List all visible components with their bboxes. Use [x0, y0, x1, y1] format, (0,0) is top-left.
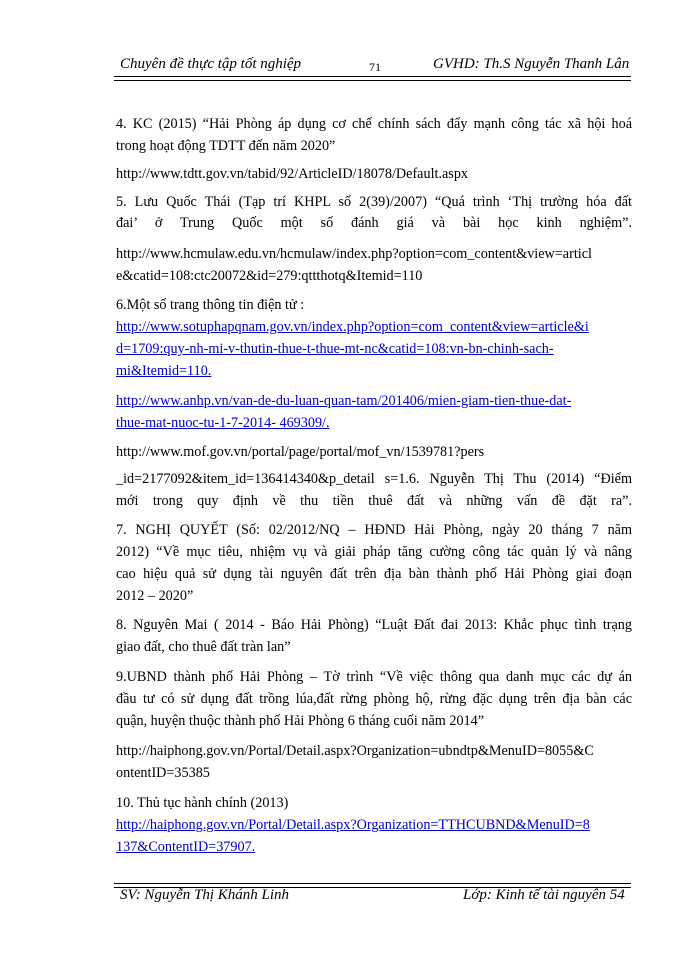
reference-line: đai’ ở Trung Quốc một số đánh giá và bài học kinh nghiệm”.: [116, 215, 632, 231]
reference-line: cao hiệu quả sử dụng tài nguyên đất trên địa bàn thành phố Hải Phòng giai đoạn: [116, 566, 632, 582]
reference-link-line[interactable]: 137&ContentID=37907.: [116, 839, 256, 855]
reference-line: _id=2177092&item_id=136414340&p_detail s=1.6. Nguyễn Thị Thu (2014) “Điểm: [116, 471, 632, 487]
reference-link-line[interactable]: http://www.sotuphapqnam.gov.vn/index.php?option=com_content&view=article&i: [116, 319, 589, 335]
reference-line: 4. KC (2015) “Hải Phòng áp dụng cơ chế chính sách đẩy mạnh công tác xã hội hoá: [116, 116, 632, 132]
reference-line: 6.Một số trang thông tin điện tử :: [116, 297, 305, 313]
reference-line: 10. Thủ tục hành chính (2013): [116, 795, 289, 811]
reference-line: trong hoạt động TDTT đến năm 2020”: [116, 138, 336, 154]
reference-link-line[interactable]: http://www.anhp.vn/van-de-du-luan-quan-tam/201406/mien-giam-tien-thue-dat-: [116, 393, 572, 409]
reference-line: giao đất, cho thuê đất tràn lan”: [116, 639, 291, 655]
reference-line: ontentID=35385: [116, 765, 210, 781]
reference-link-line[interactable]: mi&Itemid=110.: [116, 363, 212, 379]
reference-line: 2012) “Về mục tiêu, nhiệm vụ và giải pháp tăng cường công tác quản lý và nâng: [116, 544, 632, 560]
reference-line: http://www.tdtt.gov.vn/tabid/92/ArticleID/18078/Default.aspx: [116, 166, 469, 182]
header-left: Chuyên đề thực tập tốt nghiệp: [120, 56, 302, 72]
reference-line: quận, huyện thuộc thành phố Hải Phòng 6 tháng cuối năm 2014”: [116, 713, 485, 729]
reference-link-line[interactable]: thue-mat-nuoc-tu-1-7-2014- 469309/.: [116, 415, 330, 431]
reference-line: e&catid=108:ctc20072&id=279:qttthotq&Itemid=110: [116, 268, 423, 284]
reference-line: http://haiphong.gov.vn/Portal/Detail.aspx?Organization=ubndtp&MenuID=8055&C: [116, 743, 594, 759]
reference-line: 7. NGHỊ QUYẾT (Số: 02/2012/NQ – HĐND Hải Phòng, ngày 20 tháng 7 năm: [116, 522, 632, 538]
reference-line: 5. Lưu Quốc Thái (Tạp trí KHPL số 2(39)/2007) “Quá trình ‘Thị trường hóa đất: [116, 194, 632, 210]
footer-rule: [114, 883, 631, 884]
reference-line: đầu tư có sử dụng đất trồng lúa,đất rừng phòng hộ, rừng đặc dụng trên địa bàn các: [116, 691, 632, 707]
footer-right: Lớp: Kinh tế tài nguyên 54: [463, 887, 625, 903]
reference-line: http://www.mof.gov.vn/portal/page/portal/mof_vn/1539781?pers: [116, 444, 485, 460]
reference-line: http://www.hcmulaw.edu.vn/hcmulaw/index.php?option=com_content&view=articl: [116, 246, 592, 262]
reference-line: 2012 – 2020”: [116, 588, 194, 604]
page-number: 71: [369, 60, 381, 74]
footer-left: SV: Nguyễn Thị Khánh Linh: [120, 887, 290, 903]
reference-link-line[interactable]: http://haiphong.gov.vn/Portal/Detail.aspx?Organization=TTHCUBND&MenuID=8: [116, 817, 590, 833]
header-rule-thin: [114, 80, 631, 81]
reference-link-line[interactable]: d=1709:quy-nh-mi-v-thutin-thue-t-thue-mt-nc&catid=108:vn-bn-chinh-sach-: [116, 341, 554, 357]
reference-line: 9.UBND thành phố Hải Phòng – Tờ trình “Về việc thông qua danh mục các dự án: [116, 669, 632, 685]
header-rule: [114, 76, 631, 77]
reference-line: 8. Nguyên Mai ( 2014 - Báo Hải Phòng) “Luật Đất đai 2013: Khắc phục tình trạng: [116, 617, 632, 633]
header-right: GVHD: Th.S Nguyễn Thanh Lân: [433, 56, 630, 72]
reference-line: mới trong quy định về thu tiền thuê đất và những vấn đề đặt ra”.: [116, 493, 632, 509]
